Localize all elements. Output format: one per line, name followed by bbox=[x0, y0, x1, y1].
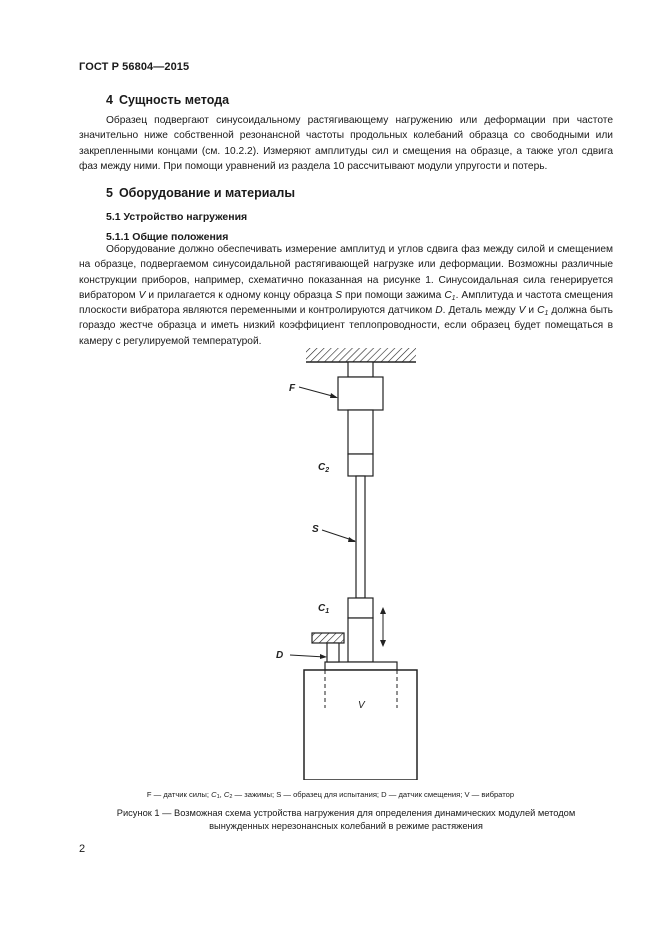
subsection-5-1-1-number: 5.1.1 bbox=[106, 231, 130, 243]
subsection-5-1-number: 5.1 bbox=[106, 211, 121, 223]
displacement-sensor-d bbox=[327, 643, 339, 662]
legend-s: S — образец для испытания; bbox=[276, 790, 382, 799]
leader-f bbox=[299, 387, 336, 397]
subsection-5-1-title: Устройство нагружения bbox=[123, 211, 248, 223]
leader-f-head bbox=[330, 393, 338, 398]
page-number: 2 bbox=[79, 843, 86, 855]
para-text-4: . Амплитуда и частота смещения плоскости вибратора являются переменными и контролируются датчиком bbox=[79, 289, 613, 317]
leader-d bbox=[290, 655, 325, 657]
caption-line-1: Рисунок 1 — Возможная схема устройства нагружения для определения динамических модулей методом bbox=[116, 808, 576, 818]
label-s: S bbox=[312, 524, 319, 535]
vibrator-v bbox=[304, 670, 417, 780]
label-c2-sub: 2 bbox=[325, 467, 330, 474]
label-c1 bbox=[318, 603, 329, 615]
legend-f: F — датчик силы; bbox=[146, 790, 212, 799]
section-4-title: Сущность метода bbox=[118, 93, 230, 107]
loading-device-diagram bbox=[260, 340, 430, 780]
upper-rod bbox=[348, 362, 373, 377]
subsection-5-1-1-paragraph bbox=[79, 242, 613, 349]
clamp-c2-body bbox=[348, 410, 373, 454]
legend-clamps: — зажимы; bbox=[232, 790, 277, 799]
para-text-1: Оборудование должно обеспечивать измерение амплитуд и углов сдвига фаз между силой и смещением на образце, подвергаемом синусоидальной растягивающей нагрузке или деформации. Возможны различные конструкции приборов, например, схематично показанная на рисунке 1. Синусоидальная сила генерируется вибратором bbox=[79, 244, 613, 301]
symbol-c1-2-sub: 1 bbox=[544, 310, 549, 318]
legend-d: D — датчик смещения; bbox=[381, 790, 465, 799]
section-4-heading bbox=[106, 93, 229, 107]
label-c1-base: C bbox=[318, 603, 326, 614]
para-text-6: и bbox=[528, 305, 535, 317]
legend-c1: C bbox=[211, 790, 217, 799]
label-c1-sub: 1 bbox=[325, 608, 330, 615]
label-f: F bbox=[289, 383, 296, 394]
leader-s-head bbox=[348, 537, 356, 542]
caption-line-2: вынужденных нерезонансных колебаний в режиме растяжения bbox=[209, 821, 483, 831]
symbol-v-2: V bbox=[518, 305, 526, 317]
standard-header: ГОСТ Р 56804—2015 bbox=[79, 61, 190, 73]
para-text-5: . Деталь между bbox=[442, 305, 516, 317]
symbol-c1-2-base: C bbox=[537, 305, 545, 317]
symbol-c1-base: C bbox=[444, 289, 452, 301]
para-text-7: должна быть гораздо жестче образца и иметь низкий коэффициент теплопроводности, если образец будет помещаться в камеру с регулируемой температурой. bbox=[79, 305, 613, 347]
para-text-3: при помощи зажима bbox=[345, 289, 442, 301]
section-5-heading bbox=[106, 186, 295, 200]
figure-legend bbox=[0, 790, 661, 799]
figure-caption bbox=[79, 807, 613, 833]
symbol-s: S bbox=[335, 289, 343, 301]
specimen-s bbox=[356, 476, 365, 598]
label-c2 bbox=[318, 462, 329, 474]
clamp-c1-body bbox=[348, 618, 373, 662]
symbol-d: D bbox=[435, 305, 443, 317]
displacement-sensor-mount bbox=[312, 633, 344, 643]
symbol-c1-2 bbox=[537, 305, 548, 316]
para-text-2: и прилагается к одному концу образца bbox=[148, 289, 333, 301]
legend-c2: C bbox=[223, 790, 230, 799]
fixed-support-hatch bbox=[306, 348, 416, 362]
leader-d-head bbox=[320, 654, 327, 659]
label-v: V bbox=[358, 700, 365, 711]
legend-comma: , bbox=[219, 790, 224, 799]
force-sensor-f bbox=[338, 377, 383, 410]
symbol-c1 bbox=[444, 290, 455, 301]
clamp-c2 bbox=[348, 454, 373, 476]
section-4-paragraph: Образец подвергают синусоидальному растягивающему нагружению или деформации при частоте значительно ниже собственной резонансной частоты продольных колебаний образца со свободными или закрепленными концами (см. 10.2.2). Измеряют амплитуды сил и смещения на образце, а также угол сдвига фаз между ними. При помощи уравнений из раздела 10 рассчитывают модули упругости и потерь. bbox=[79, 115, 613, 172]
legend-c2-sub: 2 bbox=[229, 794, 233, 800]
label-c2-base: C bbox=[318, 462, 326, 473]
symbol-v: V bbox=[138, 289, 146, 301]
motion-arrow-up-head bbox=[380, 607, 386, 614]
subsection-5-1-1-title: Общие положения bbox=[132, 231, 229, 243]
label-d: D bbox=[276, 650, 284, 661]
symbol-c1-sub: 1 bbox=[451, 294, 456, 302]
motion-arrow-down-head bbox=[380, 640, 386, 647]
clamp-c1 bbox=[348, 598, 373, 618]
legend-c1-sub: 1 bbox=[216, 794, 220, 800]
section-5-title: Оборудование и материалы bbox=[118, 186, 295, 200]
subsection-5-1-heading bbox=[106, 211, 247, 223]
section-5-number: 5 bbox=[106, 186, 113, 200]
legend-v: V — вибратор bbox=[464, 790, 515, 799]
vibrator-plate bbox=[325, 662, 397, 670]
section-4-number: 4 bbox=[106, 93, 113, 107]
